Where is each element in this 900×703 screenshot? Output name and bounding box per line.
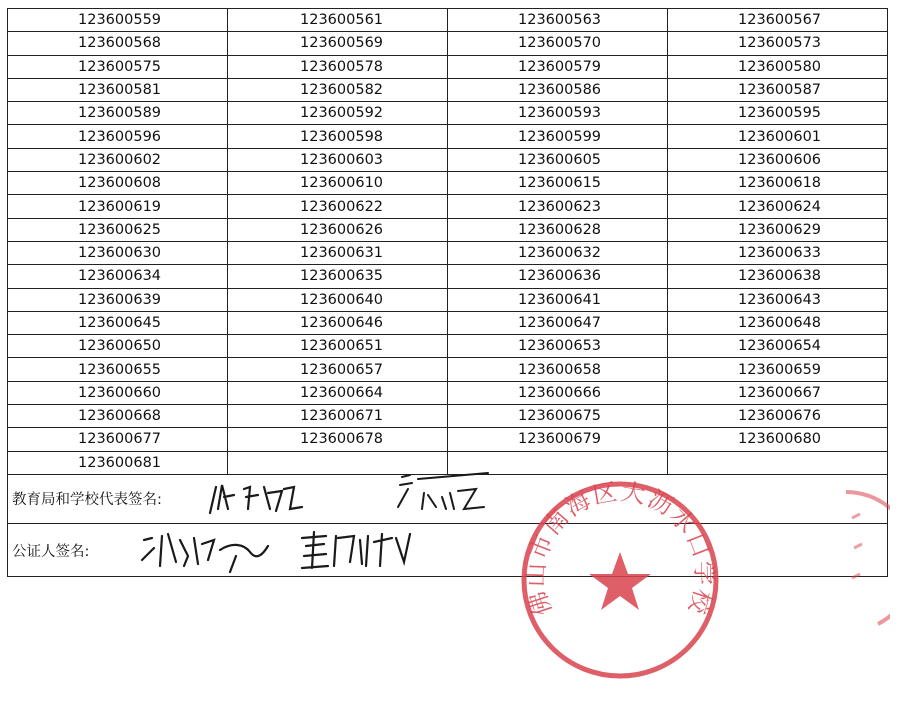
table-cell: 123600575 [8, 55, 228, 78]
table-cell: 123600587 [668, 78, 888, 101]
table-row [8, 9, 888, 32]
table-row [8, 172, 888, 195]
table-row [8, 405, 888, 428]
table-row [8, 125, 888, 148]
table-cell: 123600633 [668, 241, 888, 264]
table-cell: 123600659 [668, 358, 888, 381]
table-row [8, 195, 888, 218]
table-cell: 123600589 [8, 102, 228, 125]
table-cell: 123600655 [8, 358, 228, 381]
table-row [8, 78, 888, 101]
handwritten-signature-3 [136, 526, 276, 574]
table-cell: 123600623 [448, 195, 668, 218]
table-row [8, 381, 888, 404]
table-cell: 123600643 [668, 288, 888, 311]
table-cell: 123600671 [228, 405, 448, 428]
table-row [8, 265, 888, 288]
table-cell: 123600595 [668, 102, 888, 125]
table-cell: 123600593 [448, 102, 668, 125]
table-cell: 123600676 [668, 405, 888, 428]
table-cell: 123600648 [668, 311, 888, 334]
table-cell: 123600610 [228, 172, 448, 195]
table-cell: 123600603 [228, 148, 448, 171]
table-cell: 123600622 [228, 195, 448, 218]
table-cell: 123600636 [448, 265, 668, 288]
table-row [8, 428, 888, 451]
handwritten-signature-2 [388, 469, 498, 521]
table-cell: 123600596 [8, 125, 228, 148]
table-cell: 123600654 [668, 335, 888, 358]
table-cell: 123600569 [228, 32, 448, 55]
table-cell: 123600626 [228, 218, 448, 241]
table-cell: 123600664 [228, 381, 448, 404]
table-row [8, 102, 888, 125]
table-cell: 123600559 [8, 9, 228, 32]
table-cell: 123600647 [448, 311, 668, 334]
table-cell: 123600646 [228, 311, 448, 334]
table-cell: 123600563 [448, 9, 668, 32]
handwritten-signature-1 [204, 479, 314, 521]
table-cell: 123600582 [228, 78, 448, 101]
table-cell: 123600680 [668, 428, 888, 451]
table-cell: 123600657 [228, 358, 448, 381]
table-cell: 123600668 [8, 405, 228, 428]
table-cell: 123600567 [668, 9, 888, 32]
table-cell: 123600625 [8, 218, 228, 241]
table-row [8, 218, 888, 241]
table-cell: 123600618 [668, 172, 888, 195]
notary-signature-label: 公证人签名: [12, 543, 90, 560]
table-cell: 123600568 [8, 32, 228, 55]
table-row [8, 148, 888, 171]
table-cell: 123600586 [448, 78, 668, 101]
table-row [8, 311, 888, 334]
table-cell: 123600677 [8, 428, 228, 451]
notary-signature-row [7, 524, 888, 577]
table-cell: 123600631 [228, 241, 448, 264]
table-cell: 123600678 [228, 428, 448, 451]
table-cell: 123600601 [668, 125, 888, 148]
table-cell: 123600606 [668, 148, 888, 171]
table-cell: 123600653 [448, 335, 668, 358]
table-cell: 123600660 [8, 381, 228, 404]
table-row [8, 288, 888, 311]
handwritten-signature-4 [296, 526, 416, 574]
table-cell: 123600638 [668, 265, 888, 288]
table-cell: 123600570 [448, 32, 668, 55]
table-cell: 123600578 [228, 55, 448, 78]
table-cell: 123600628 [448, 218, 668, 241]
table-cell: 123600641 [448, 288, 668, 311]
document-sheet [7, 8, 888, 577]
table-cell: 123600608 [8, 172, 228, 195]
table-cell [668, 451, 888, 474]
table-cell: 123600666 [448, 381, 668, 404]
table-cell: 123600579 [448, 55, 668, 78]
id-table [7, 8, 888, 475]
table-cell: 123600602 [8, 148, 228, 171]
table-cell: 123600581 [8, 78, 228, 101]
table-cell: 123600630 [8, 241, 228, 264]
table-cell: 123600639 [8, 288, 228, 311]
partial-seal [838, 488, 890, 628]
education-signature-row [7, 475, 888, 524]
table-cell: 123600561 [228, 9, 448, 32]
table-cell: 123600681 [8, 451, 228, 474]
table-cell: 123600573 [668, 32, 888, 55]
table-cell: 123600634 [8, 265, 228, 288]
table-cell: 123600640 [228, 288, 448, 311]
svg-text:佛山市南海区大沥水口学校: 佛山市南海区大沥水口学校 [521, 478, 719, 620]
table-cell: 123600592 [228, 102, 448, 125]
table-cell: 123600619 [8, 195, 228, 218]
table-cell: 123600629 [668, 218, 888, 241]
table-cell: 123600580 [668, 55, 888, 78]
table-cell: 123600650 [8, 335, 228, 358]
table-cell: 123600615 [448, 172, 668, 195]
table-cell: 123600667 [668, 381, 888, 404]
table-cell: 123600599 [448, 125, 668, 148]
table-cell: 123600679 [448, 428, 668, 451]
table-cell: 123600598 [228, 125, 448, 148]
table-row [8, 32, 888, 55]
table-row [8, 335, 888, 358]
table-cell: 123600651 [228, 335, 448, 358]
table-row [8, 358, 888, 381]
table-row [8, 55, 888, 78]
table-cell: 123600645 [8, 311, 228, 334]
table-cell: 123600605 [448, 148, 668, 171]
school-seal [518, 478, 722, 682]
table-row [8, 241, 888, 264]
education-signature-label: 教育局和学校代表签名: [12, 491, 162, 508]
table-cell: 123600632 [448, 241, 668, 264]
table-cell: 123600635 [228, 265, 448, 288]
table-cell: 123600624 [668, 195, 888, 218]
table-cell: 123600675 [448, 405, 668, 428]
table-cell: 123600658 [448, 358, 668, 381]
